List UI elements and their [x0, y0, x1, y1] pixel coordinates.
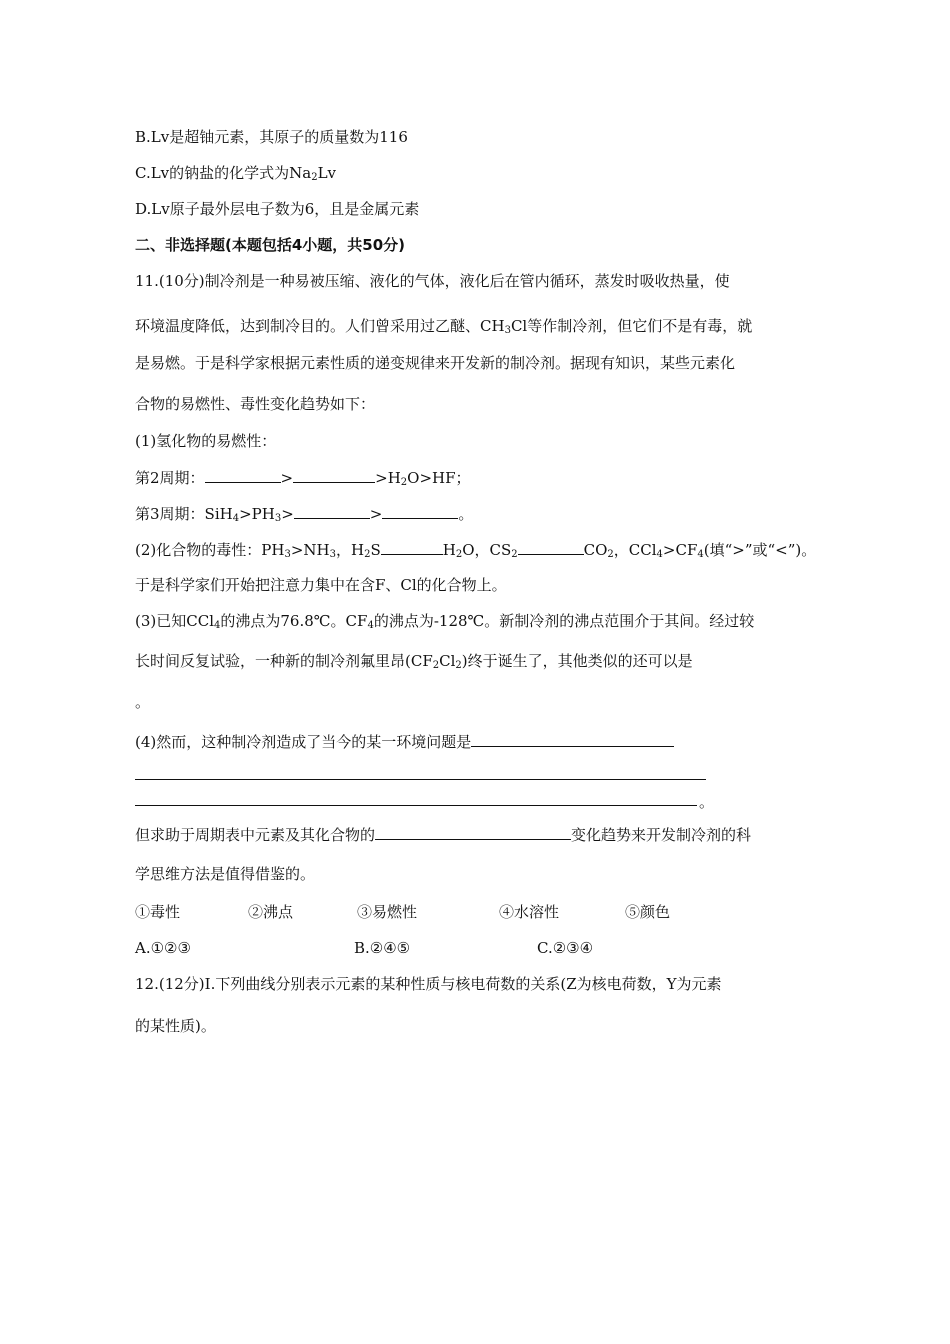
q11-intro-line1: 11.(10分)制冷剂是一种易被压缩、液化的气体，液化后在管内循环，蒸发时吸收热量，使 — [135, 272, 730, 290]
q11-part4-period: 。 — [699, 793, 715, 811]
q11-part3-line2: 长时间反复试验，一种新的制冷剂氟里昂$(CF_2Cl_2)$终于诞生了，其他类似的还可以是 — [135, 652, 693, 671]
choice-item: ①毒性 — [135, 903, 181, 921]
choice-item: ⑤颜色 — [625, 903, 671, 921]
option-b: B.Lv是超铀元素，其原子的质量数为116 — [135, 128, 408, 146]
q11-intro-line2: 环境温度降低，达到制冷目的。人们曾采用过乙醚、$CH_3Cl$等作制冷剂，但它们不是有毒，就 — [135, 317, 753, 336]
q11-part4-line3: 学思维方法是值得借鉴的。 — [135, 865, 316, 883]
answer-option[interactable]: A.①②③ — [135, 939, 191, 957]
q12-line2: 的某性质)。 — [135, 1017, 216, 1035]
option-d: D.Lv原子最外层电子数为6，且是金属元素 — [135, 200, 420, 218]
q11-intro-line4: 合物的易燃性、毒性变化趋势如下： — [135, 395, 376, 413]
q11-part3-line3: 。 — [135, 693, 151, 711]
answer-blank[interactable] — [205, 467, 281, 483]
choice-item: ④水溶性 — [499, 903, 560, 921]
answer-option[interactable]: C.②③④ — [537, 939, 594, 957]
q11-period2-line: 第2周期： > $>H_2O>HF$； — [135, 469, 471, 488]
q11-part3-line1: (3)已知CCl$_4$的沸点为76.8℃。$CF_4$的沸点为-128℃。新制冷剂的沸点范围介于其间。经过较 — [135, 612, 755, 631]
q11-period3-line: 第3周期：$SiH_4>PH_3>$ > 。 — [135, 505, 474, 524]
q11-part2-line2: 于是科学家们开始把注意力集中在含F、Cl的化合物上。 — [135, 576, 507, 594]
answer-blank[interactable] — [294, 503, 370, 519]
section-heading: 二、非选择题(本题包括4小题，共50分) — [135, 236, 406, 254]
q11-part1-title: (1)氢化物的易燃性： — [135, 432, 277, 450]
answer-blank[interactable] — [375, 824, 571, 840]
answer-blank[interactable] — [518, 539, 584, 555]
answer-line[interactable] — [135, 779, 706, 780]
answer-blank[interactable] — [382, 503, 458, 519]
q11-part2-line1: (2)化合物的毒性：$PH_3>NH_3$，$H_2S$ $H_2O$，$CS_2$ $CO_2$，$CCl_4>CF_4$(填“>”或“<”)。 — [135, 541, 817, 560]
answer-option[interactable]: B.②④⑤ — [354, 939, 411, 957]
choice-item: ②沸点 — [248, 903, 294, 921]
q11-part4-line2: 但求助于周期表中元素及其化合物的 变化趋势来开发制冷剂的科 — [135, 826, 752, 844]
answer-blank[interactable] — [381, 539, 443, 555]
q11-intro-line3: 是易燃。于是科学家根据元素性质的递变规律来开发新的制冷剂。据现有知识，某些元素化 — [135, 354, 736, 372]
option-c: C.Lv的钠盐的化学式为$Na_2Lv$ — [135, 164, 337, 183]
answer-blank[interactable] — [471, 731, 674, 747]
answer-line[interactable] — [135, 805, 697, 806]
q11-part4-line1: (4)然而，这种制冷剂造成了当今的某一环境问题是 — [135, 731, 674, 752]
q12-line1: 12.(12分)Ⅰ.下列曲线分别表示元素的某种性质与核电荷数的关系(Z为核电荷数，Y为元素 — [135, 975, 722, 993]
choice-item: ③易燃性 — [357, 903, 418, 921]
answer-blank[interactable] — [293, 467, 375, 483]
